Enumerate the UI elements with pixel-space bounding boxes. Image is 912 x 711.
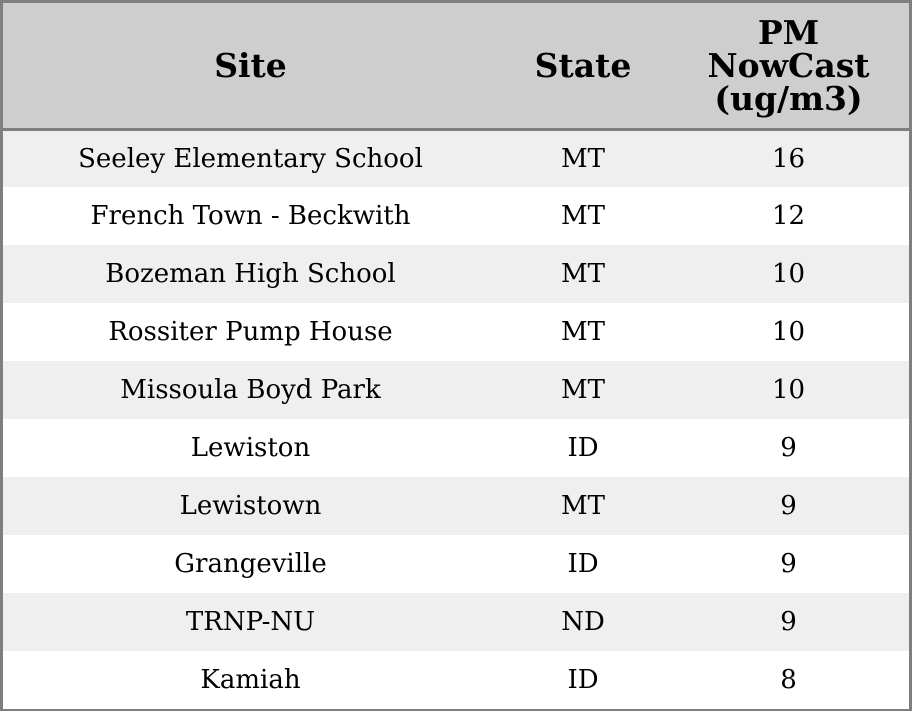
- column-header-site: [3, 3, 498, 129]
- cell-state: ID: [567, 433, 599, 463]
- cell-site: Seeley Elementary School: [78, 143, 423, 174]
- cell-pm: 9: [780, 433, 797, 463]
- column-header-pm-line2: NowCast: [707, 45, 870, 85]
- cell-state: ND: [561, 607, 605, 637]
- column-header-site-label: Site: [214, 45, 287, 85]
- cell-state: ID: [567, 549, 599, 579]
- cell-state: MT: [561, 201, 605, 231]
- table-row: [3, 419, 909, 477]
- column-header-state-label: State: [534, 45, 632, 85]
- table-row: [3, 361, 909, 419]
- table-row: [3, 477, 909, 535]
- cell-state: ID: [567, 665, 599, 695]
- cell-pm: 10: [771, 317, 806, 347]
- cell-pm: 9: [780, 491, 797, 521]
- column-header-pm-line1: PM: [757, 12, 820, 52]
- cell-site: French Town - Beckwith: [90, 201, 411, 231]
- table-row: [3, 651, 909, 709]
- cell-site: Missoula Boyd Park: [120, 375, 381, 405]
- column-header-pm: [668, 3, 909, 129]
- column-header-pm-line3: (ug/m3): [714, 78, 863, 118]
- cell-pm: 12: [771, 201, 806, 231]
- cell-site: Grangeville: [174, 549, 327, 579]
- table-row: [3, 303, 909, 361]
- cell-site: TRNP-NU: [185, 607, 316, 637]
- cell-pm: 9: [780, 549, 797, 579]
- cell-state: MT: [561, 143, 605, 174]
- cell-pm: 10: [771, 259, 806, 289]
- table-row: [3, 129, 909, 187]
- cell-pm: 16: [771, 143, 806, 174]
- table-row: [3, 535, 909, 593]
- cell-site: Lewiston: [190, 433, 311, 463]
- column-header-state: [498, 3, 668, 129]
- header-row: [3, 3, 909, 129]
- table-body: [3, 129, 909, 709]
- data-table: [3, 3, 909, 709]
- cell-site: Bozeman High School: [105, 259, 396, 289]
- cell-state: MT: [561, 491, 605, 521]
- cell-pm: 8: [780, 665, 797, 695]
- cell-site: Lewistown: [179, 491, 322, 521]
- table-row: [3, 245, 909, 303]
- table-header: [3, 3, 909, 129]
- cell-site: Rossiter Pump House: [108, 317, 393, 347]
- table-row: [3, 187, 909, 245]
- cell-site: Kamiah: [200, 665, 301, 695]
- cell-pm: 9: [780, 607, 797, 637]
- table-row: [3, 593, 909, 651]
- cell-pm: 10: [771, 375, 806, 405]
- cell-state: MT: [561, 259, 605, 289]
- cell-state: MT: [561, 317, 605, 347]
- cell-state: MT: [561, 375, 605, 405]
